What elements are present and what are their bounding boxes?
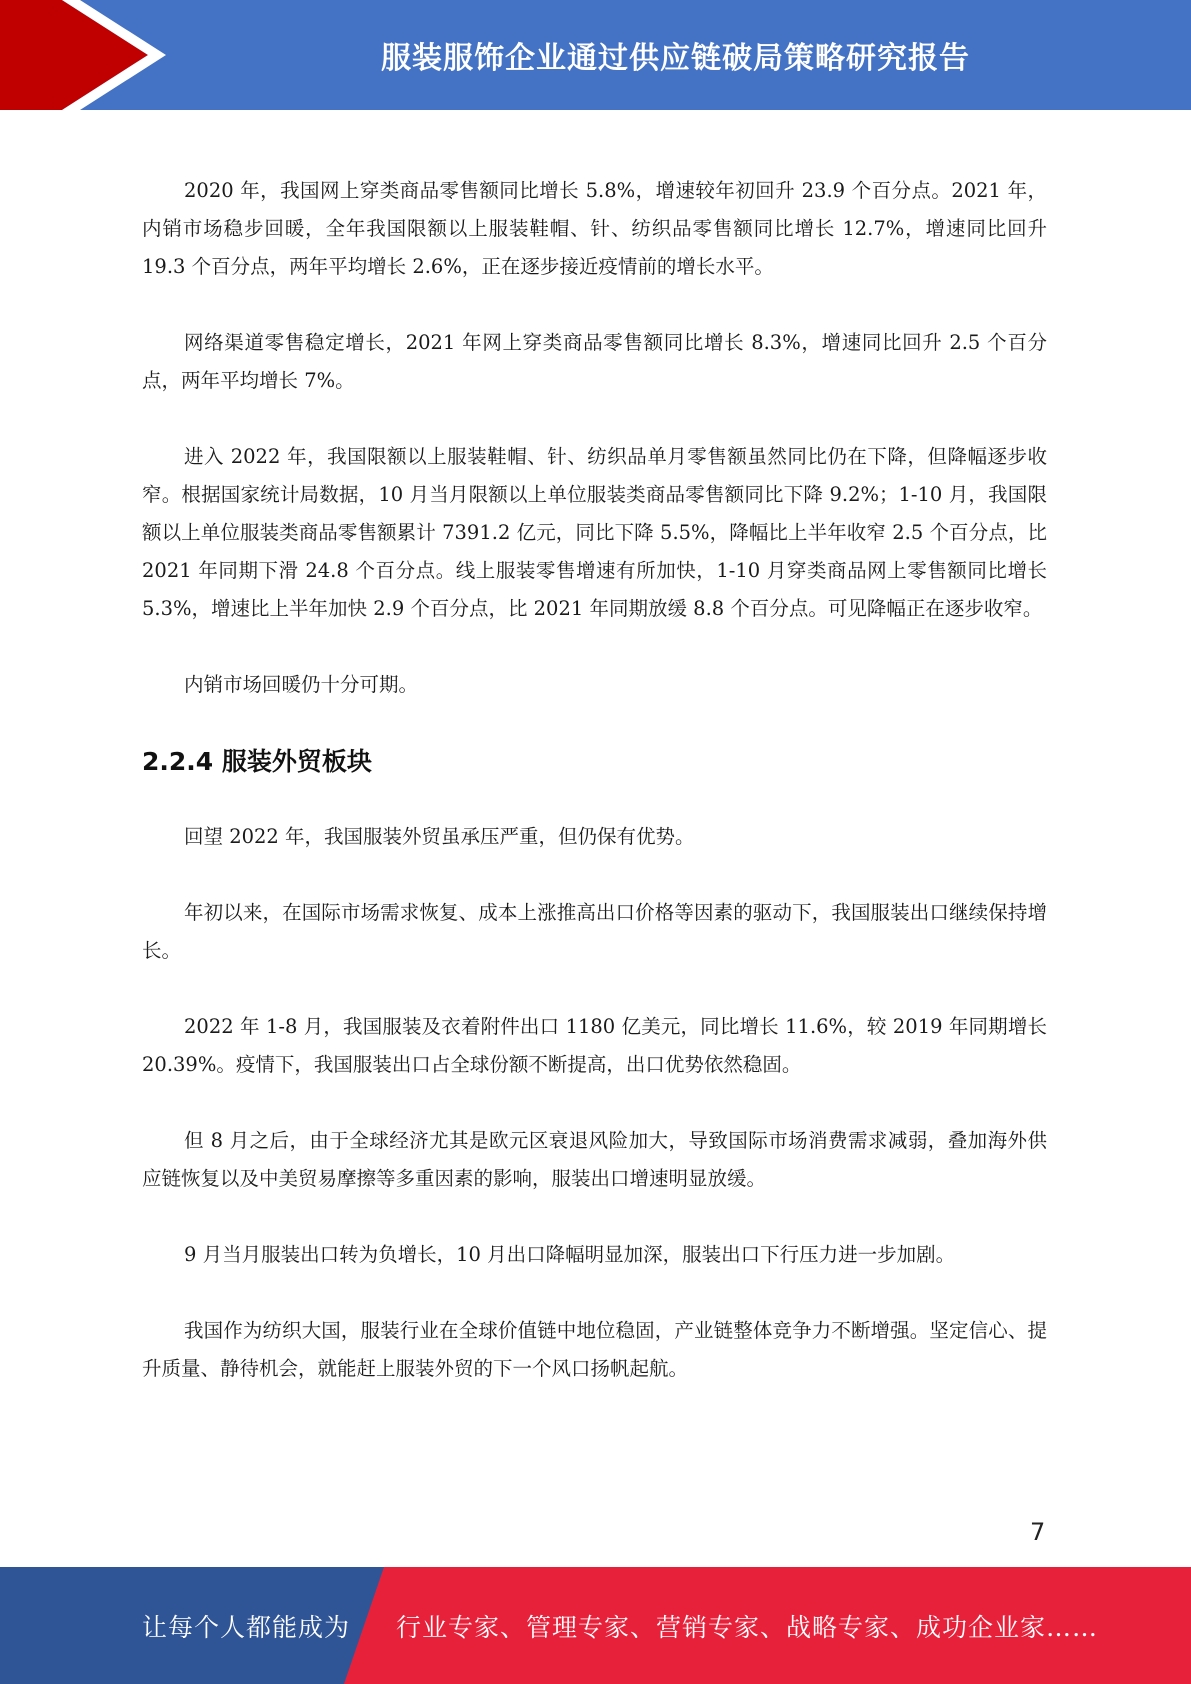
- section-heading: 2.2.4 服装外贸板块: [142, 747, 372, 776]
- paragraph: 我国作为纺织大国，服装行业在全球价值链中地位稳固，产业链整体竞争力不断增强。坚定信心、提升质量、静待机会，就能赶上服装外贸的下一个风口扬帆起航。: [142, 1319, 1047, 1380]
- paragraph: 内销市场回暖仍十分可期。: [184, 673, 419, 696]
- page-footer: [0, 1567, 1191, 1684]
- main-content: [142, 172, 1047, 1426]
- page-header: [0, 0, 1191, 110]
- paragraph: 进入 2022 年，我国限额以上服装鞋帽、针、纺织品单月零售额虽然同比仍在下降，但降幅逐步收窄。根据国家统计局数据，10 月当月限额以上单位服装类商品零售额同比下降 9.2%；1-10 月，我国限额以上单位服装类商品零售额累计 7391.2 亿元，同比下降 5.5%，降幅比上半年收窄 2.5 个百分点，比 2021 年同期下滑 24.8 个百分点。线上服装零售增速有所加快，1-10 月穿类商品网上零售额同比增长 5.3%，增速比上半年加快 2.9 个百分点，比 2021 年同期放缓 8.8 个百分点。可见降幅正在逐步收窄。: [142, 445, 1047, 620]
- paragraph: 但 8 月之后，由于全球经济尤其是欧元区衰退风险加大，导致国际市场消费需求减弱，叠加海外供应链恢复以及中美贸易摩擦等多重因素的影响，服装出口增速明显放缓。: [142, 1129, 1047, 1190]
- report-title: 服装服饰企业通过供应链破局策略研究报告: [381, 41, 970, 76]
- page-number: 7: [1030, 1518, 1046, 1546]
- paragraph: 2022 年 1-8 月，我国服装及衣着附件出口 1180 亿美元，同比增长 11.6%，较 2019 年同期增长 20.39%。疫情下，我国服装出口占全球份额不断提高，出口优势依然稳固。: [142, 1015, 1047, 1076]
- paragraph: 网络渠道零售稳定增长，2021 年网上穿类商品零售额同比增长 8.3%，增速同比回升 2.5 个百分点，两年平均增长 7%。: [142, 331, 1047, 392]
- footer-slogan-right: 行业专家、管理专家、营销专家、战略专家、成功企业家……: [396, 1612, 1099, 1642]
- paragraph: 回望 2022 年，我国服装外贸虽承压严重，但仍保有优势。: [184, 825, 695, 848]
- paragraph: 9 月当月服装出口转为负增长，10 月出口降幅明显加深，服装出口下行压力进一步加剧。: [184, 1243, 956, 1266]
- footer-slogan-left: 让每个人都能成为: [142, 1612, 351, 1642]
- paragraph: 年初以来，在国际市场需求恢复、成本上涨推高出口价格等因素的驱动下，我国服装出口继续保持增长。: [142, 901, 1047, 962]
- paragraph: 2020 年，我国网上穿类商品零售额同比增长 5.8%，增速较年初回升 23.9 个百分点。2021 年，内销市场稳步回暖，全年我国限额以上服装鞋帽、针、纺织品零售额同比增长 12.7%，增速同比回升 19.3 个百分点，两年平均增长 2.6%，正在逐步接近疫情前的增长水平。: [142, 179, 1047, 278]
